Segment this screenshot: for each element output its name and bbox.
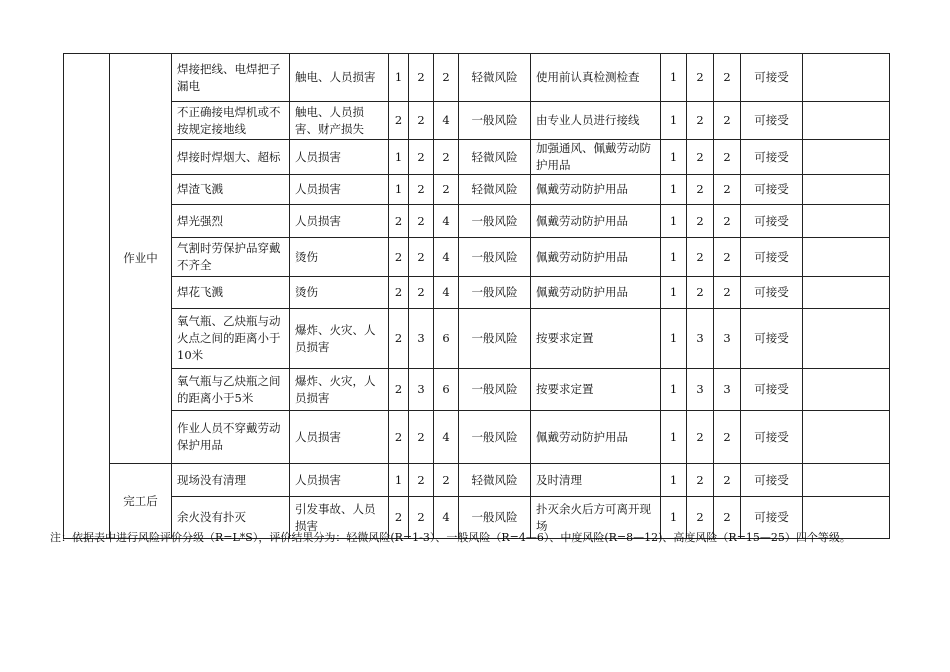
remark-cell <box>803 411 890 464</box>
control-measure: 及时清理 <box>531 464 661 497</box>
s-value: 2 <box>409 140 434 175</box>
remark-cell <box>803 175 890 205</box>
control-measure: 佩戴劳动防护用品 <box>531 238 661 277</box>
residual-s: 2 <box>687 497 714 539</box>
risk-level: 一般风险 <box>459 102 531 140</box>
hazard-cell: 焊接把线、电焊把子漏电 <box>172 54 290 102</box>
l-value: 2 <box>389 102 409 140</box>
consequence-cell: 烫伤 <box>290 238 389 277</box>
s-value: 2 <box>409 411 434 464</box>
remark-cell <box>803 140 890 175</box>
risk-level: 轻微风险 <box>459 464 531 497</box>
residual-l: 1 <box>661 175 687 205</box>
hazard-cell: 焊光强烈 <box>172 205 290 238</box>
r-value: 4 <box>434 238 459 277</box>
residual-result: 可接受 <box>741 175 803 205</box>
remark-cell <box>803 205 890 238</box>
s-value: 2 <box>409 238 434 277</box>
remark-cell <box>803 54 890 102</box>
control-measure: 佩戴劳动防护用品 <box>531 175 661 205</box>
residual-l: 1 <box>661 497 687 539</box>
hazard-cell: 现场没有清理 <box>172 464 290 497</box>
hazard-cell: 作业人员不穿戴劳动保护用品 <box>172 411 290 464</box>
hazard-cell: 余火没有扑灭 <box>172 497 290 539</box>
residual-s: 2 <box>687 54 714 102</box>
residual-result: 可接受 <box>741 54 803 102</box>
table-row <box>64 369 890 411</box>
residual-result: 可接受 <box>741 277 803 309</box>
risk-assessment-table <box>63 53 890 539</box>
consequence-cell: 人员损害 <box>290 175 389 205</box>
remark-cell <box>803 238 890 277</box>
residual-l: 1 <box>661 309 687 369</box>
footnote: 注：依据表中进行风险评价分级（R=L*S），评价结果分为：轻微风险(R=1-3）、一般风险（R=4—6）、中度风险(R=8—12)、高度风险（R=15—25）四个等级。 <box>50 531 851 544</box>
l-value: 2 <box>389 411 409 464</box>
residual-r: 2 <box>714 54 741 102</box>
residual-s: 2 <box>687 464 714 497</box>
r-value: 4 <box>434 277 459 309</box>
consequence-cell: 触电、人员损害 <box>290 54 389 102</box>
residual-result: 可接受 <box>741 464 803 497</box>
consequence-cell: 引发事故、人员损害 <box>290 497 389 539</box>
stage-cell-after: 完工后 <box>110 464 172 539</box>
residual-l: 1 <box>661 238 687 277</box>
residual-s: 3 <box>687 369 714 411</box>
risk-level: 轻微风险 <box>459 175 531 205</box>
residual-s: 2 <box>687 238 714 277</box>
residual-r: 2 <box>714 411 741 464</box>
risk-level: 轻微风险 <box>459 140 531 175</box>
hazard-cell: 不正确接电焊机或不按规定接地线 <box>172 102 290 140</box>
residual-r: 2 <box>714 102 741 140</box>
residual-r: 2 <box>714 238 741 277</box>
hazard-cell: 氧气瓶、乙炔瓶与动火点之间的距离小于10米 <box>172 309 290 369</box>
consequence-cell: 烫伤 <box>290 277 389 309</box>
residual-l: 1 <box>661 205 687 238</box>
residual-result: 可接受 <box>741 369 803 411</box>
r-value: 2 <box>434 54 459 102</box>
residual-r: 2 <box>714 464 741 497</box>
residual-result: 可接受 <box>741 205 803 238</box>
remark-cell <box>803 102 890 140</box>
table-row <box>64 464 890 497</box>
hazard-cell: 焊渣飞溅 <box>172 175 290 205</box>
table-row <box>64 411 890 464</box>
residual-s: 2 <box>687 277 714 309</box>
residual-l: 1 <box>661 102 687 140</box>
remark-cell <box>803 464 890 497</box>
control-measure: 按要求定置 <box>531 309 661 369</box>
l-value: 2 <box>389 497 409 539</box>
control-measure: 使用前认真检测检查 <box>531 54 661 102</box>
l-value: 1 <box>389 140 409 175</box>
r-value: 2 <box>434 140 459 175</box>
control-measure: 佩戴劳动防护用品 <box>531 205 661 238</box>
table-row <box>64 140 890 175</box>
risk-level: 轻微风险 <box>459 54 531 102</box>
table-row <box>64 102 890 140</box>
s-value: 2 <box>409 205 434 238</box>
residual-l: 1 <box>661 277 687 309</box>
table-row <box>64 277 890 309</box>
risk-level: 一般风险 <box>459 369 531 411</box>
hazard-cell: 焊花飞溅 <box>172 277 290 309</box>
table-row <box>64 54 890 102</box>
r-value: 4 <box>434 102 459 140</box>
residual-result: 可接受 <box>741 497 803 539</box>
residual-result: 可接受 <box>741 102 803 140</box>
l-value: 1 <box>389 175 409 205</box>
r-value: 4 <box>434 497 459 539</box>
consequence-cell: 人员损害 <box>290 205 389 238</box>
consequence-cell: 爆炸、火灾，人员损害 <box>290 369 389 411</box>
r-value: 2 <box>434 175 459 205</box>
residual-s: 2 <box>687 102 714 140</box>
residual-r: 2 <box>714 205 741 238</box>
s-value: 2 <box>409 54 434 102</box>
l-value: 2 <box>389 238 409 277</box>
l-value: 2 <box>389 205 409 238</box>
residual-result: 可接受 <box>741 238 803 277</box>
l-value: 2 <box>389 309 409 369</box>
hazard-cell: 气割时劳保护品穿戴不齐全 <box>172 238 290 277</box>
consequence-cell: 人员损害 <box>290 464 389 497</box>
s-value: 2 <box>409 102 434 140</box>
consequence-cell: 人员损害 <box>290 411 389 464</box>
s-value: 3 <box>409 369 434 411</box>
residual-result: 可接受 <box>741 309 803 369</box>
s-value: 2 <box>409 175 434 205</box>
r-value: 4 <box>434 205 459 238</box>
table-row <box>64 309 890 369</box>
residual-r: 2 <box>714 277 741 309</box>
table-row <box>64 175 890 205</box>
residual-s: 2 <box>687 140 714 175</box>
risk-level: 一般风险 <box>459 309 531 369</box>
residual-l: 1 <box>661 411 687 464</box>
control-measure: 佩戴劳动防护用品 <box>531 411 661 464</box>
residual-r: 3 <box>714 309 741 369</box>
remark-cell <box>803 277 890 309</box>
risk-level: 一般风险 <box>459 238 531 277</box>
residual-s: 3 <box>687 309 714 369</box>
control-measure: 加强通风、佩戴劳动防护用品 <box>531 140 661 175</box>
residual-s: 2 <box>687 175 714 205</box>
l-value: 1 <box>389 464 409 497</box>
hazard-cell: 焊接时焊烟大、超标 <box>172 140 290 175</box>
residual-r: 2 <box>714 140 741 175</box>
risk-level: 一般风险 <box>459 497 531 539</box>
risk-level: 一般风险 <box>459 205 531 238</box>
remark-cell <box>803 369 890 411</box>
table-row <box>64 238 890 277</box>
residual-result: 可接受 <box>741 411 803 464</box>
s-value: 2 <box>409 464 434 497</box>
consequence-cell: 触电、人员损害、财产损失 <box>290 102 389 140</box>
residual-r: 3 <box>714 369 741 411</box>
residual-result: 可接受 <box>741 140 803 175</box>
table-row <box>64 205 890 238</box>
r-value: 6 <box>434 309 459 369</box>
hazard-cell: 氧气瓶与乙炔瓶之间的距离小于5米 <box>172 369 290 411</box>
residual-r: 2 <box>714 175 741 205</box>
control-measure: 佩戴劳动防护用品 <box>531 277 661 309</box>
risk-level: 一般风险 <box>459 411 531 464</box>
residual-l: 1 <box>661 369 687 411</box>
l-value: 2 <box>389 369 409 411</box>
r-value: 6 <box>434 369 459 411</box>
s-value: 3 <box>409 309 434 369</box>
residual-l: 1 <box>661 140 687 175</box>
control-measure: 扑灭余火后方可离开现场 <box>531 497 661 539</box>
residual-l: 1 <box>661 54 687 102</box>
control-measure: 按要求定置 <box>531 369 661 411</box>
l-value: 1 <box>389 54 409 102</box>
r-value: 4 <box>434 411 459 464</box>
consequence-cell: 爆炸、火灾、人员损害 <box>290 309 389 369</box>
s-value: 2 <box>409 277 434 309</box>
risk-level: 一般风险 <box>459 277 531 309</box>
stage-cell-working: 作业中 <box>110 54 172 464</box>
residual-l: 1 <box>661 464 687 497</box>
consequence-cell: 人员损害 <box>290 140 389 175</box>
remark-cell <box>803 309 890 369</box>
l-value: 2 <box>389 277 409 309</box>
residual-s: 2 <box>687 205 714 238</box>
control-measure: 由专业人员进行接线 <box>531 102 661 140</box>
residual-r: 2 <box>714 497 741 539</box>
r-value: 2 <box>434 464 459 497</box>
category-cell <box>64 54 110 539</box>
s-value: 2 <box>409 497 434 539</box>
residual-s: 2 <box>687 411 714 464</box>
